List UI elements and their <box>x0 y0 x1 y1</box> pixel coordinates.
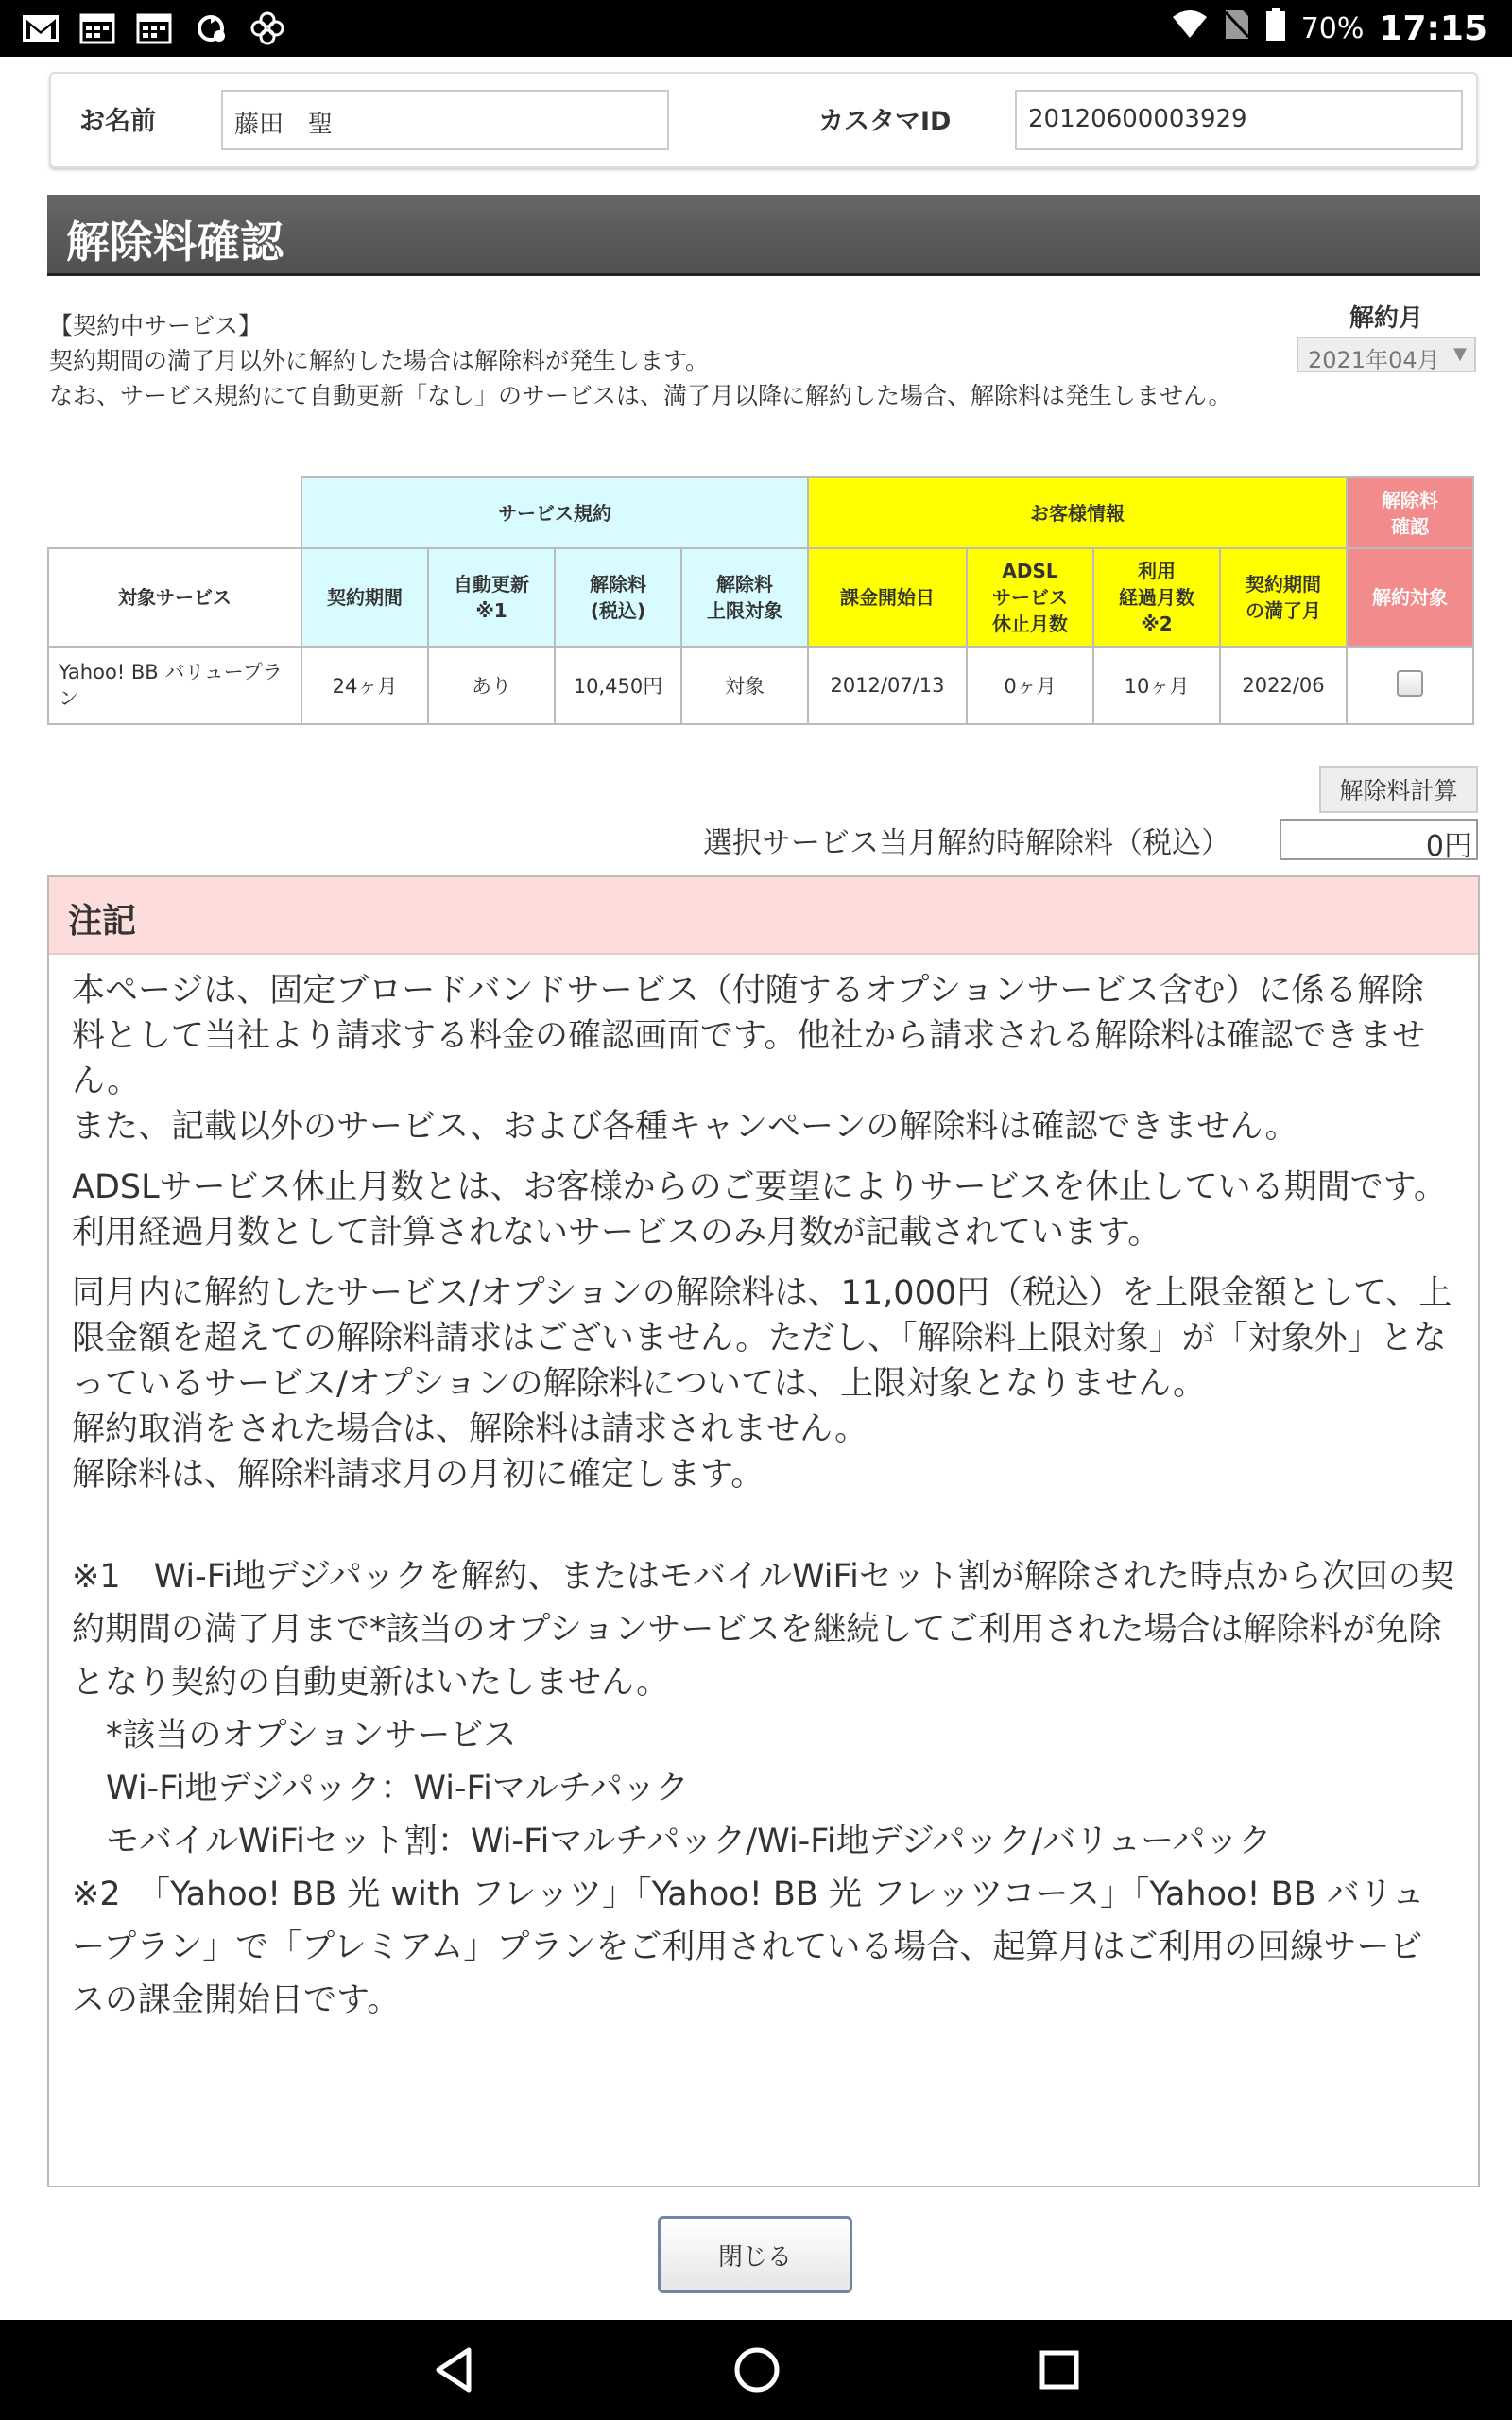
note-text: 解除料は、解除料請求月の月初に確定します。 <box>72 1456 765 1494</box>
cancel-target-checkbox[interactable] <box>1397 670 1423 697</box>
table-row <box>48 647 1473 724</box>
battery-icon <box>1265 8 1286 49</box>
footnote-1: ※1 Wi-Fi地デジパックを解約、またはモバイルWiFiセット割が解除された時点から次回の契約期間の満了月まで*該当のオプションサービスを継続してご利用された場合は解除料が免除となり契約の自動更新はいたしません。 <box>72 1558 1454 1702</box>
status-right <box>1171 8 1487 49</box>
note-text: 解約取消をされた場合は、解除料は請求されません。 <box>72 1410 868 1448</box>
wifi-icon <box>1171 9 1209 47</box>
name-label: お名前 <box>79 107 156 136</box>
intro-line-1: 契約期間の満了月以外に解約した場合は解除料が発生します。 <box>49 347 710 374</box>
notes-paragraph-2 <box>72 1165 1455 1255</box>
note-text: 本ページは、固定ブロードバンドサービス（付随するオプションサービス含む）に係る解除料として当社より請求する料金の確認画面です。他社から請求される解除料は確認できません。 <box>72 972 1426 1100</box>
cell-adsl-suspend: 0ヶ月 <box>967 647 1093 724</box>
col-cap-target: 解除料 上限対象 <box>681 548 808 647</box>
table-corner <box>48 477 301 548</box>
status-bar <box>0 0 1512 57</box>
dropdown-arrow-icon: ▼ <box>1453 344 1467 364</box>
cell-elapsed-months: 10ヶ月 <box>1093 647 1220 724</box>
cancel-month-value: 2021年04月 <box>1308 347 1440 373</box>
notes-paragraph-3 <box>72 1270 1455 1497</box>
cell-auto-renew: あり <box>428 647 555 724</box>
intro-line-2: なお、サービス規約にて自動更新「なし」のサービスは、満了月以降に解約した場合、解除料は発生しません。 <box>49 382 1232 409</box>
group-header-fee-confirm: 解除料 確認 <box>1347 477 1473 548</box>
calendar-icon <box>134 9 174 47</box>
service-table <box>47 476 1474 725</box>
notes-body <box>49 955 1478 2027</box>
calendar-icon <box>77 9 117 47</box>
cell-billing-start: 2012/07/13 <box>808 647 967 724</box>
selected-fee-label: 選択サービス当月解約時解除料（税込） <box>703 826 1230 860</box>
notification-icons <box>21 9 287 47</box>
cancel-month-label: 解約月 <box>1349 304 1424 333</box>
col-elapsed-months: 利用 経過月数 ※2 <box>1093 548 1220 647</box>
col-contract-period: 契約期間 <box>301 548 428 647</box>
navigation-bar <box>0 2320 1512 2420</box>
cell-contract-period: 24ヶ月 <box>301 647 428 724</box>
col-target-service: 対象サービス <box>48 548 301 647</box>
back-icon[interactable] <box>431 2344 478 2399</box>
notes-paragraph-1 <box>72 968 1455 1150</box>
customer-id-field: 20120600003929 <box>1015 90 1463 150</box>
footnote-1-sub: モバイルWiFiセット割：Wi-Fiマルチパック/Wi-Fi地デジパック/バリューパック <box>106 1823 1272 1860</box>
cell-cancel-target <box>1347 647 1473 724</box>
notes-panel <box>47 875 1480 2187</box>
intro-text <box>49 308 1278 413</box>
note-text: また、記載以外のサービス、および各種キャンペーンの解除料は確認できません。 <box>72 1108 1298 1146</box>
calculate-fee-button[interactable]: 解除料計算 <box>1319 766 1478 813</box>
intro-heading: 【契約中サービス】 <box>49 312 263 339</box>
group-header-customer-info: お客様情報 <box>808 477 1347 548</box>
flower-icon <box>248 9 287 47</box>
notes-title: 注記 <box>49 877 1478 955</box>
group-header-service-terms: サービス規約 <box>301 477 808 548</box>
page-title: 解除料確認 <box>47 195 1480 276</box>
cancel-month-select[interactable] <box>1297 337 1476 372</box>
footnote-1-sub: *該当のオプションサービス <box>106 1717 517 1754</box>
cell-service: Yahoo! BB バリュープラン <box>48 647 301 724</box>
footnote-1-sub: Wi-Fi地デジパック：Wi-Fiマルチパック <box>106 1770 689 1807</box>
cell-expiry-month: 2022/06 <box>1220 647 1347 724</box>
gmail-icon <box>21 9 60 47</box>
col-billing-start: 課金開始日 <box>808 548 967 647</box>
home-icon[interactable] <box>731 2344 782 2399</box>
col-expiry-month: 契約期間 の満了月 <box>1220 548 1347 647</box>
note-text: ADSLサービス休止月数とは、お客様からのご要望によりサービスを休止している期間です。 <box>72 1168 1447 1206</box>
customer-info-box <box>49 72 1478 168</box>
recycle-icon <box>191 9 231 47</box>
no-sim-icon <box>1224 9 1250 48</box>
col-fee: 解除料 (税込) <box>555 548 681 647</box>
cell-cap-target: 対象 <box>681 647 808 724</box>
clock: 17:15 <box>1379 9 1487 48</box>
col-auto-renew: 自動更新 ※1 <box>428 548 555 647</box>
col-cancel-target: 解約対象 <box>1347 548 1473 647</box>
name-field: 藤田 聖 <box>221 90 669 150</box>
customer-id-label: カスタマID <box>818 107 952 136</box>
recents-icon[interactable] <box>1036 2344 1083 2399</box>
battery-percent: 70% <box>1300 11 1365 45</box>
footnote-2: ※2 「Yahoo! BB 光 with フレッツ」「Yahoo! BB 光 フレッツコース」「Yahoo! BB バリュープラン」で「プレミアム」プランをご利用されている場合、起算月はご利用の回線サービスの課金開始日です。 <box>72 1876 1425 2019</box>
col-adsl-suspend: ADSL サービス 休止月数 <box>967 548 1093 647</box>
note-text: 利用経過月数として計算されないサービスのみ月数が記載されています。 <box>72 1214 1161 1252</box>
selected-fee-value: 0円 <box>1280 819 1478 860</box>
close-button[interactable]: 閉じる <box>658 2216 852 2293</box>
note-text: 同月内に解約したサービス/オプションの解除料は、11,000円（税込）を上限金額として、上限金額を超えての解除料請求はございません。ただし、「解除料上限対象」が「対象外」となっているサービス/オプションの解除料については、上限対象となりません。 <box>72 1274 1452 1403</box>
footnotes <box>72 1550 1455 2027</box>
cell-fee: 10,450円 <box>555 647 681 724</box>
